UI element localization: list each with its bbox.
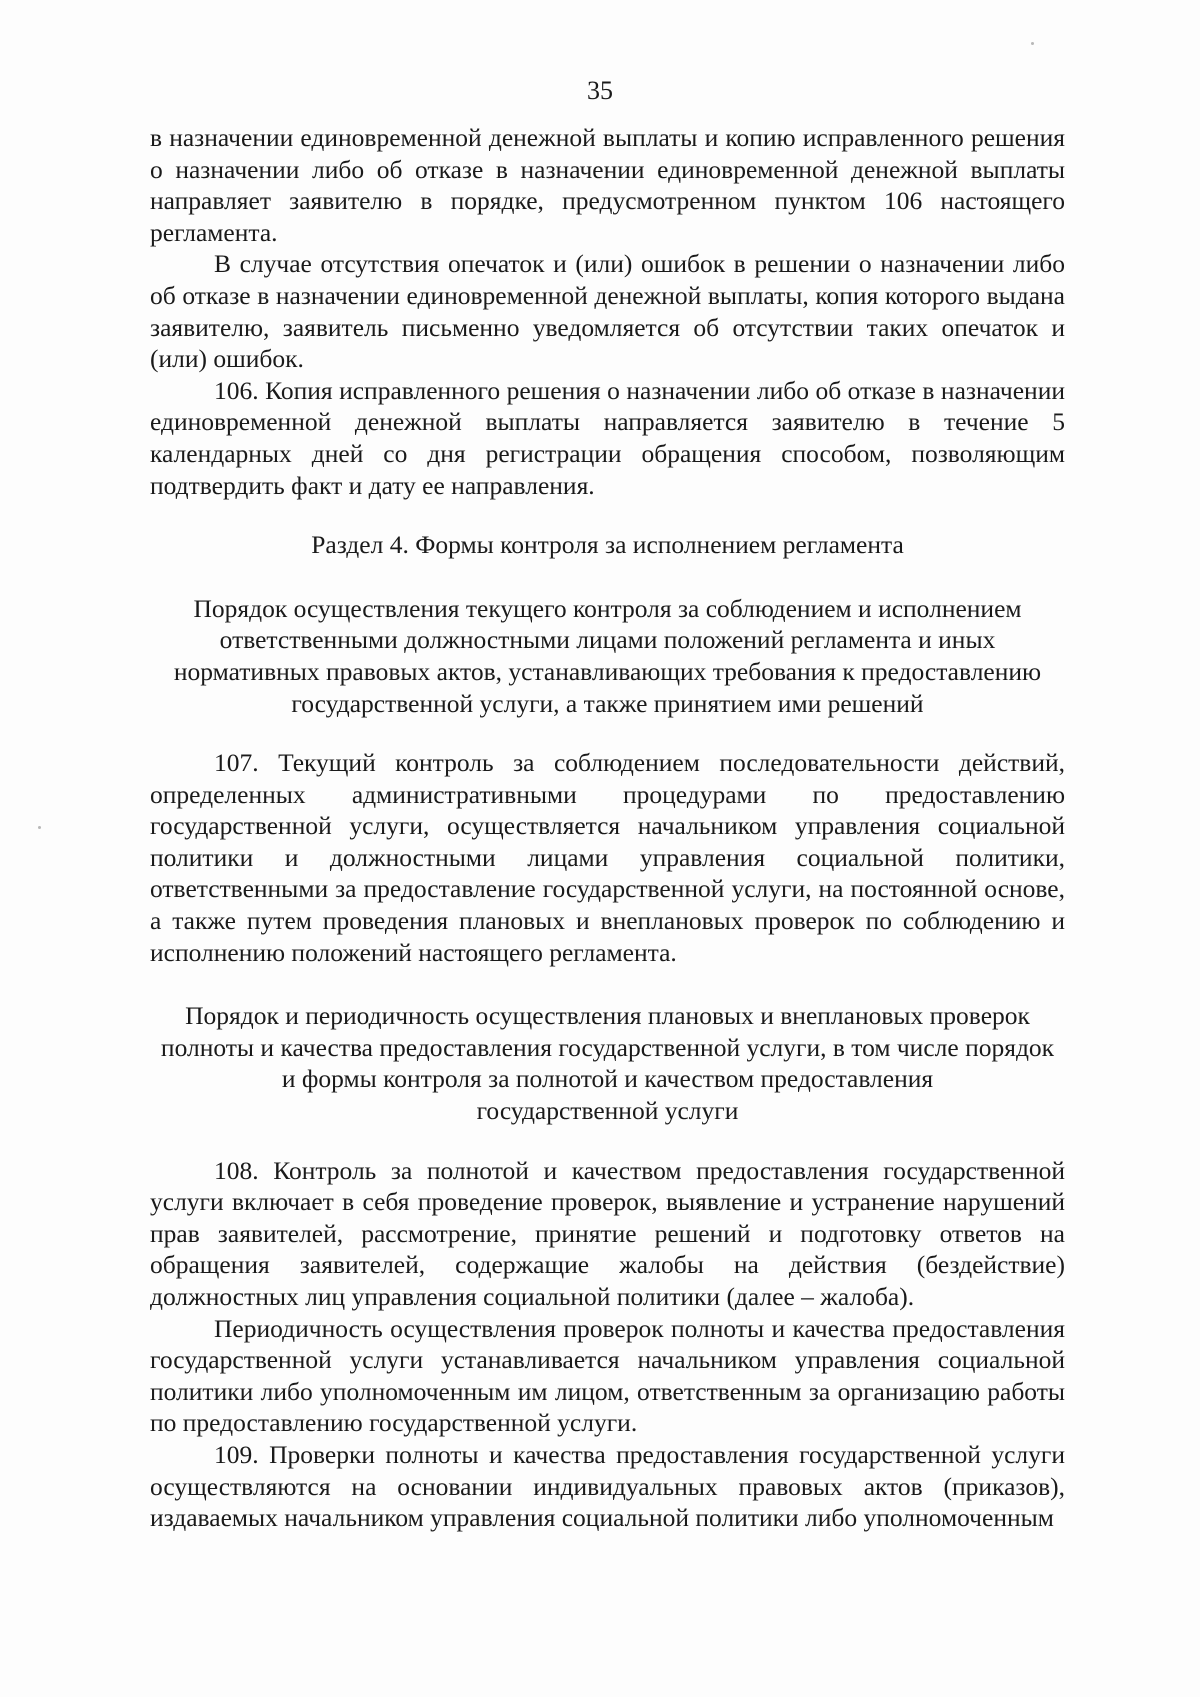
subheading-line: государственной услуги xyxy=(476,1096,739,1126)
subheading-inspections xyxy=(150,1000,1065,1126)
subheading-line: ответственными должностными лицами положений регламента и иных xyxy=(219,625,996,655)
scan-speck xyxy=(38,826,41,829)
paragraph-109: 109. Проверки полноты и качества предоставления государственной услуги осуществляются на основании индивидуальных правовых актов (приказов), издаваемых начальником управления социальной политики либо уполномоченным xyxy=(150,1439,1065,1533)
subheading-line: Порядок и периодичность осуществления плановых и внеплановых проверок xyxy=(185,1001,1030,1031)
paragraph-periodicity: Периодичность осуществления проверок полноты и качества предоставления государственной услуги устанавливается начальником управления социальной политики либо уполномоченным им лицом, ответственным за организацию работы по предоставлению государственной услуги. xyxy=(150,1313,1065,1438)
paragraph-no-errors: В случае отсутствия опечаток и (или) ошибок в решении о назначении либо об отказе в назначении единовременной денежной выплаты, копия которого выдана заявителю, заявитель письменно уведомляется об отсутствии таких опечаток и (или) ошибок. xyxy=(150,249,1065,374)
paragraph-continuation: в назначении единовременной денежной выплаты и копию исправленного решения о назначении либо об отказе в назначении единовременной денежной выплаты направляет заявителю в порядке, предусмотренном пунктом 106 настоящего регламента. xyxy=(150,123,1065,247)
subheading-line: и формы контроля за полнотой и качеством предоставления xyxy=(281,1064,934,1094)
scan-speck xyxy=(1031,42,1034,45)
document-body xyxy=(150,122,1065,1534)
subheading-line: нормативных правовых актов, устанавливающих требования к предоставлению xyxy=(173,656,1042,686)
subheading-line: государственной услуги, а также принятием ими решений xyxy=(291,688,924,718)
paragraph-106: 106. Копия исправленного решения о назначении либо об отказе в назначении единовременной денежной выплаты направляется заявителю в течение 5 календарных дней со дня регистрации обращения способом, позволяющим подтвердить факт и дату ее направления. xyxy=(150,375,1065,500)
subheading-line: Порядок осуществления текущего контроля за соблюдением и исполнением xyxy=(193,593,1022,623)
paragraph-107: 107. Текущий контроль за соблюдением последовательности действий, определенных административными процедурами по предоставлению государственной услуги, осуществляется начальником управления социальной политики и должностными лицами управления социальной политики, ответственными за предоставление государственной услуги, на постоянной основе, а также путем проведения плановых и внеплановых проверок по соблюдению и исполнению положений настоящего регламента. xyxy=(150,748,1065,967)
page-number: 35 xyxy=(587,76,613,105)
paragraph-108: 108. Контроль за полнотой и качеством предоставления государственной услуги включает в себя проведение проверок, выявление и устранение нарушений прав заявителей, рассмотрение, принятие решений и подготовку ответов на обращения заявителей, содержащие жалобы на действия (бездействие) должностных лиц управления социальной политики (далее – жалоба). xyxy=(150,1155,1065,1311)
subheading-current-control xyxy=(150,593,1065,719)
section-title: Раздел 4. Формы контроля за исполнением регламента xyxy=(311,530,904,560)
subheading-line: полноты и качества предоставления государственной услуги, в том числе порядок xyxy=(160,1032,1055,1062)
